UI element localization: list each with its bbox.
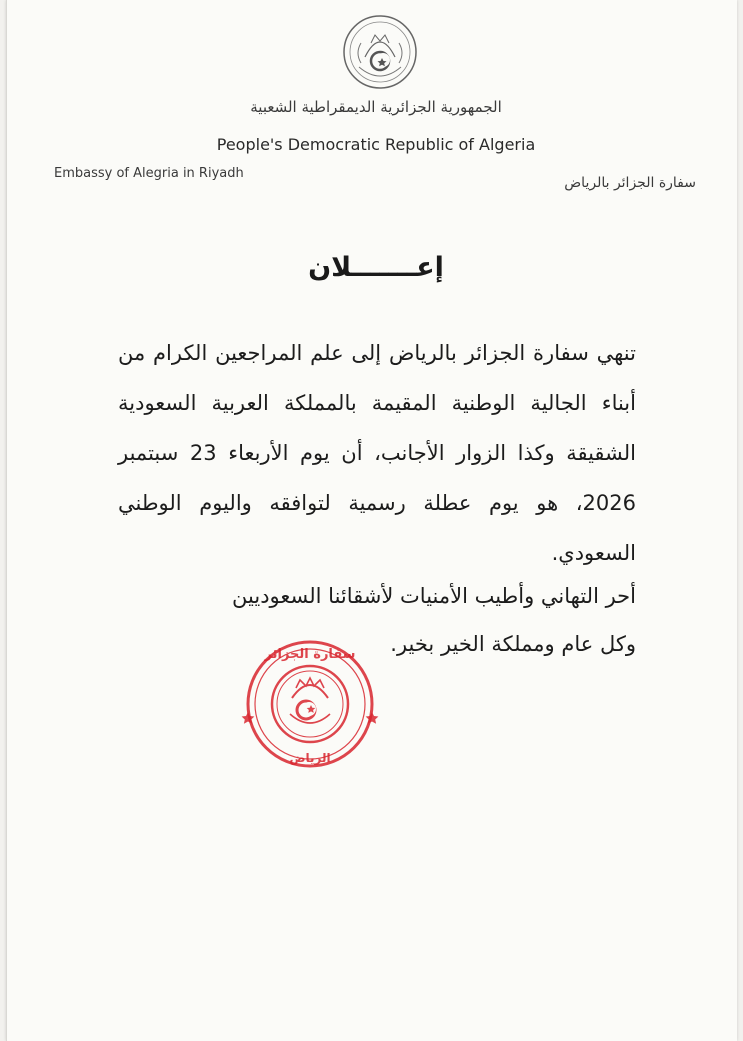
stamp-outer-text: سفارة الجزائر bbox=[264, 647, 356, 662]
closing-line-1: أحر التهاني وأطيب الأمنيات لأشقائنا السعوديين bbox=[232, 584, 636, 608]
embassy-name-arabic: سفارة الجزائر بالرياض bbox=[564, 175, 696, 191]
stamp-bottom-text: الرياض bbox=[289, 751, 331, 765]
embassy-stamp bbox=[234, 628, 386, 780]
announcement-title: إعـــــــلان bbox=[308, 252, 444, 283]
state-emblem-icon bbox=[341, 13, 419, 91]
letter-page bbox=[6, 0, 737, 1041]
embassy-name-english: Embassy of Alegria in Riyadh bbox=[54, 166, 244, 181]
page-edge bbox=[6, 0, 7, 1041]
announcement-body bbox=[118, 328, 636, 578]
closing-line-2: وكل عام ومملكة الخير بخير. bbox=[390, 632, 636, 656]
state-name-english: People's Democratic Republic of Algeria bbox=[216, 135, 536, 154]
announcement-paragraph: تنهي سفارة الجزائر بالرياض إلى علم المراجعين الكرام من أبناء الجالية الوطنية المقيمة بالمملكة العربية السعودية الشقيقة وكذا الزوار الأجانب، أن يوم الأربعاء 23 سبتمبر 2026، هو يوم عطلة رسمية لتوافقه واليوم الوطني السعودي. bbox=[118, 341, 636, 565]
state-name-arabic: الجمهورية الجزائرية الديمقراطية الشعبية bbox=[250, 98, 502, 116]
